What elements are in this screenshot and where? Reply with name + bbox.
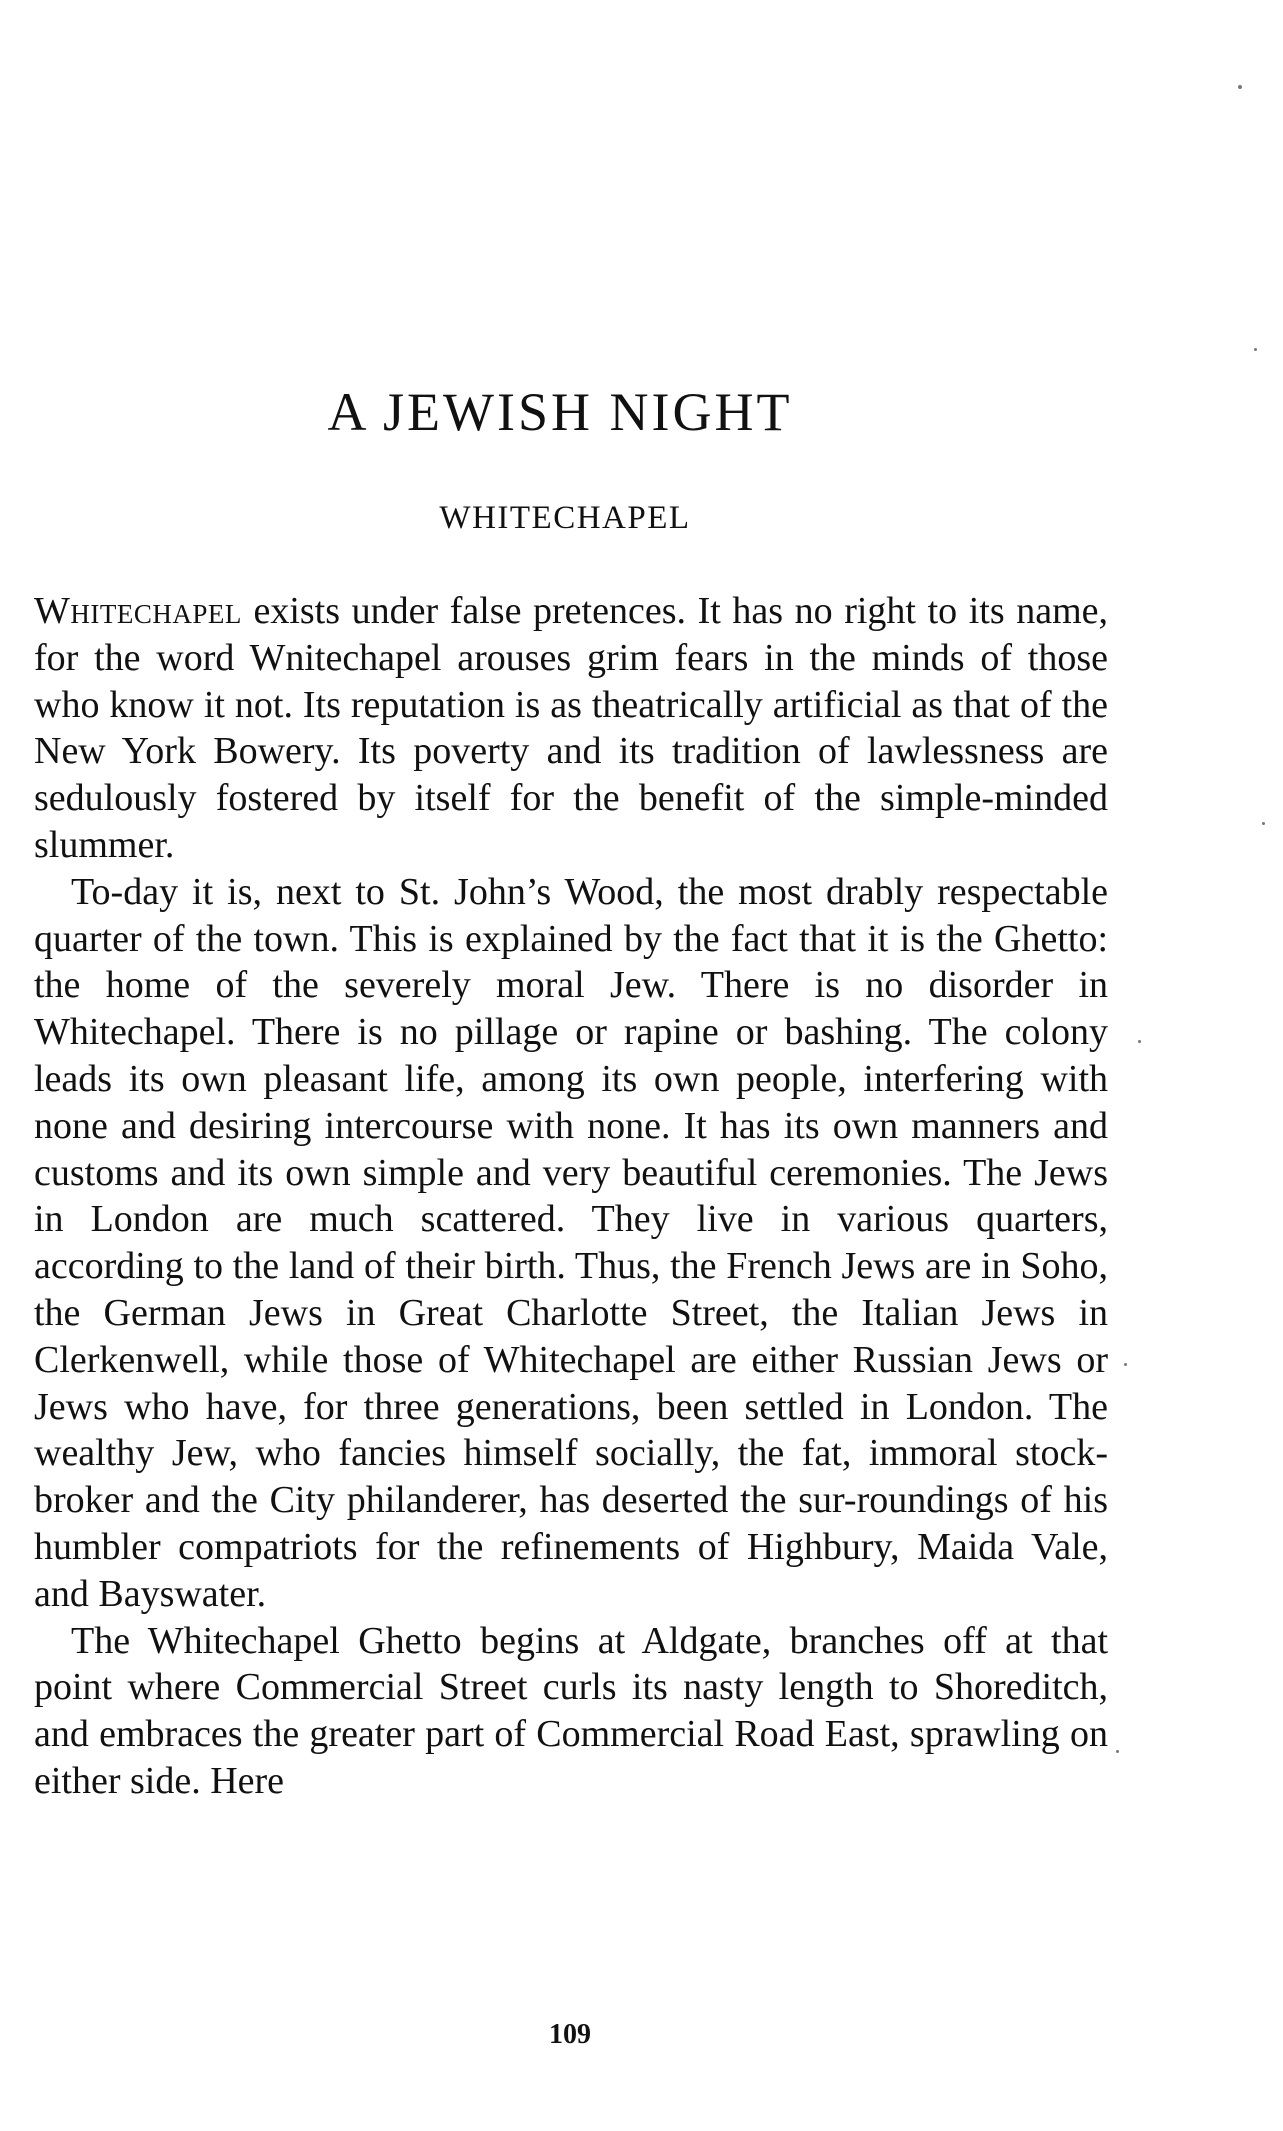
chapter-title: A JEWISH NIGHT — [327, 382, 793, 442]
page-number: 109 — [549, 2019, 591, 2050]
scan-speck — [1124, 1363, 1127, 1366]
paragraph-1 — [34, 588, 1108, 869]
scan-speck — [1262, 822, 1265, 825]
paragraph-text: exists under false pretences. It has no right to its name, for the word Wnitechapel arouses grim fears in the minds of those who know it not. Its reputation is as theatrically artificial as that of the New York Bowery. Its poverty and its tradition of lawlessness are sedulously fostered by itself for the benefit of the simple-minded slummer. — [34, 590, 1108, 866]
scan-speck — [1116, 1750, 1119, 1753]
paragraph-3: The Whitechapel Ghetto begins at Aldgate, branches off at that point where Commercial Street curls its nasty length to Shoreditch, and embraces the greater part of Commercial Road East, sprawling on either side. Here — [34, 1619, 1108, 1802]
scan-speck — [1138, 1040, 1141, 1043]
paragraph-lead-word: Whitechapel — [34, 590, 242, 632]
scan-speck — [1238, 85, 1242, 89]
scan-speck — [1254, 348, 1257, 351]
paragraph-2: To-day it is, next to St. John’s Wood, the most drably respectable quarter of the town. This is explained by the fact that it is the Ghetto: the home of the severely moral Jew. There is no disorder in Whitechapel. There is no pillage or rapine or bashing. The colony leads its own pleasant life, among its own people, interfering with none and desiring intercourse with none. It has its own manners and customs and its own simple and very beautiful ceremonies. The Jews in London are much scattered. They live in various quarters, according to the land of their birth. Thus, the French Jews are in Soho, the German Jews in Great Charlotte Street, the Italian Jews in Clerkenwell, while those of Whitechapel are either Russian Jews or Jews who have, for three generations, been settled in London. The wealthy Jew, who fancies himself socially, the fat, immoral stock-broker and the City philanderer, has deserted the sur-roundings of his humbler compatriots for the refinements of Highbury, Maida Vale, and Bayswater. — [34, 870, 1108, 1615]
chapter-body — [34, 588, 1108, 1805]
section-subtitle: WHITECHAPEL — [439, 500, 691, 536]
